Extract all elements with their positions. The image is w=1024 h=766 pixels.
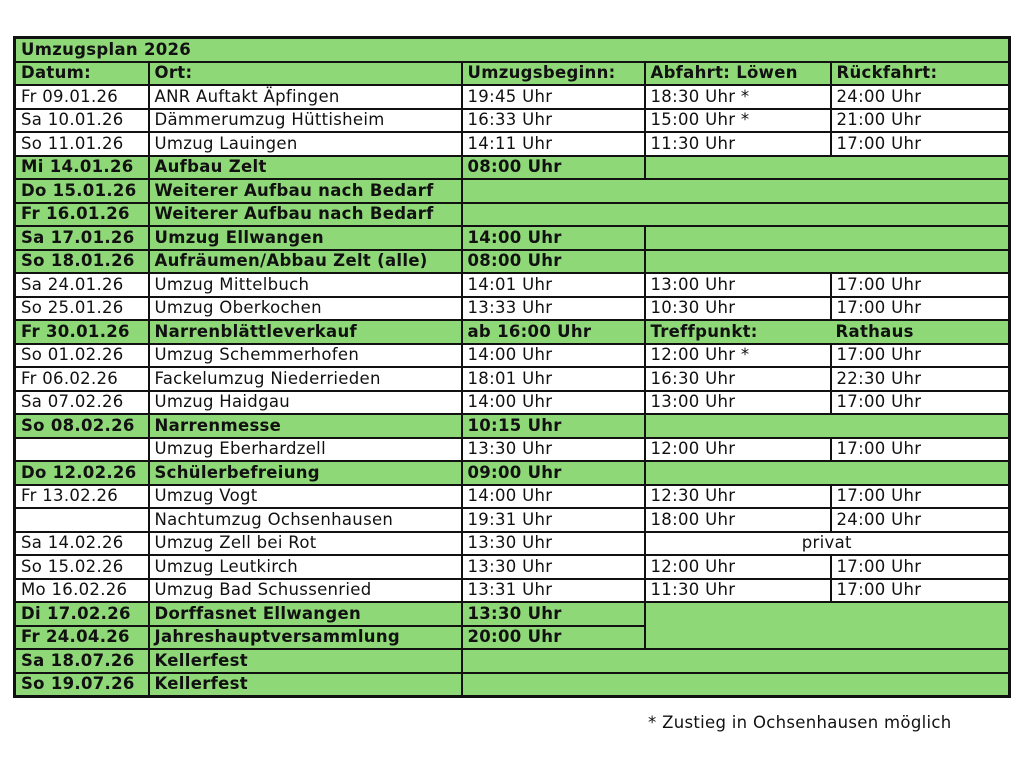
cell-abfahrt: 15:00 Uhr *: [645, 109, 831, 133]
cell-abfahrt: 10:30 Uhr: [645, 297, 831, 321]
table-row: [15, 109, 1010, 133]
cell-abfahrt: privat: [645, 532, 1010, 556]
cell-abfahrt: 18:30 Uhr *: [645, 85, 831, 109]
cell-datum: Mi 14.01.26: [15, 156, 149, 180]
cell-ort: Umzug Haidgau: [149, 391, 462, 415]
cell-ort: Weiterer Aufbau nach Bedarf: [149, 179, 462, 203]
cell-ort: Aufräumen/Abbau Zelt (alle): [149, 250, 462, 274]
cell-ort: Umzug Ellwangen: [149, 226, 462, 250]
cell-datum: So 08.02.26: [15, 414, 149, 438]
cell-abfahrt: 13:00 Uhr: [645, 273, 831, 297]
cell-ort: Umzug Oberkochen: [149, 297, 462, 321]
table-row: [15, 649, 1010, 673]
cell-rueckfahrt: 22:30 Uhr: [831, 367, 1010, 391]
cell-umzugsbeginn: 14:00 Uhr: [462, 391, 645, 415]
cell-umzugsbeginn: ab 16:00 Uhr: [462, 320, 645, 344]
cell-rueckfahrt: 17:00 Uhr: [831, 555, 1010, 579]
cell-rueckfahrt: 17:00 Uhr: [831, 344, 1010, 368]
table-row: [15, 438, 1010, 462]
cell-ort: Umzug Mittelbuch: [149, 273, 462, 297]
cell-ort: Umzug Schemmerhofen: [149, 344, 462, 368]
schedule-sheet: [13, 36, 1008, 698]
cell-umzugsbeginn: 14:00 Uhr: [462, 485, 645, 509]
cell-umzugsbeginn: 13:31 Uhr: [462, 579, 645, 603]
table-row: [15, 156, 1010, 180]
table-row: [15, 297, 1010, 321]
table-row: [15, 179, 1010, 203]
empty-cell: [462, 203, 1010, 227]
cell-ort: Umzug Zell bei Rot: [149, 532, 462, 556]
cell-datum: [15, 508, 149, 532]
cell-rueckfahrt: 17:00 Uhr: [831, 391, 1010, 415]
schedule-table: [13, 36, 1011, 698]
cell-umzugsbeginn: 13:30 Uhr: [462, 555, 645, 579]
table-row: [15, 391, 1010, 415]
cell-ort: Umzug Leutkirch: [149, 555, 462, 579]
empty-cell: [645, 226, 1010, 250]
empty-cell: [462, 673, 1010, 697]
empty-cell: [645, 602, 1010, 649]
header-rueckfahrt: Rückfahrt:: [831, 62, 1010, 86]
cell-rueckfahrt: 21:00 Uhr: [831, 109, 1010, 133]
cell-abfahrt: 16:30 Uhr: [645, 367, 831, 391]
cell-umzugsbeginn: 14:00 Uhr: [462, 226, 645, 250]
cell-rueckfahrt: 17:00 Uhr: [831, 297, 1010, 321]
cell-datum: Fr 24.04.26: [15, 626, 149, 650]
cell-umzugsbeginn: 18:01 Uhr: [462, 367, 645, 391]
cell-umzugsbeginn: 13:30 Uhr: [462, 438, 645, 462]
cell-datum: Fr 13.02.26: [15, 485, 149, 509]
cell-rueckfahrt: 24:00 Uhr: [831, 85, 1010, 109]
cell-datum: Fr 09.01.26: [15, 85, 149, 109]
cell-ort: Dorffasnet Ellwangen: [149, 602, 462, 626]
cell-umzugsbeginn: 10:15 Uhr: [462, 414, 645, 438]
cell-abfahrt: Treffpunkt:: [645, 320, 831, 344]
header-umzugsbeginn: Umzugsbeginn:: [462, 62, 645, 86]
empty-cell: [645, 461, 1010, 485]
cell-abfahrt: 12:00 Uhr *: [645, 344, 831, 368]
title-row: [15, 38, 1010, 62]
cell-datum: Sa 24.01.26: [15, 273, 149, 297]
empty-cell: [462, 179, 1010, 203]
cell-rueckfahrt: 24:00 Uhr: [831, 508, 1010, 532]
cell-datum: Sa 18.07.26: [15, 649, 149, 673]
table-row: [15, 203, 1010, 227]
table-row: [15, 414, 1010, 438]
cell-ort: Fackelumzug Niederrieden: [149, 367, 462, 391]
table-row: [15, 273, 1010, 297]
table-row: [15, 344, 1010, 368]
cell-abfahrt: 12:00 Uhr: [645, 438, 831, 462]
header-abfahrt: Abfahrt: Löwen: [645, 62, 831, 86]
cell-datum: Fr 30.01.26: [15, 320, 149, 344]
table-row: [15, 532, 1010, 556]
empty-cell: [645, 414, 1010, 438]
cell-umzugsbeginn: 13:30 Uhr: [462, 602, 645, 626]
cell-datum: Mo 16.02.26: [15, 579, 149, 603]
table-row: [15, 320, 1010, 344]
table-row: [15, 579, 1010, 603]
table-row: [15, 508, 1010, 532]
cell-umzugsbeginn: 09:00 Uhr: [462, 461, 645, 485]
cell-rueckfahrt: 17:00 Uhr: [831, 485, 1010, 509]
cell-datum: So 01.02.26: [15, 344, 149, 368]
table-row: [15, 485, 1010, 509]
cell-umzugsbeginn: 14:01 Uhr: [462, 273, 645, 297]
table-row: [15, 555, 1010, 579]
table-row: [15, 132, 1010, 156]
table-row: [15, 673, 1010, 697]
cell-ort: Nachtumzug Ochsenhausen: [149, 508, 462, 532]
cell-umzugsbeginn: 08:00 Uhr: [462, 156, 645, 180]
cell-rueckfahrt: 17:00 Uhr: [831, 438, 1010, 462]
cell-ort: Kellerfest: [149, 649, 462, 673]
cell-ort: ANR Auftakt Äpfingen: [149, 85, 462, 109]
cell-datum: So 19.07.26: [15, 673, 149, 697]
cell-ort: Narrenmesse: [149, 414, 462, 438]
cell-datum: [15, 438, 149, 462]
cell-ort: Narrenblättleverkauf: [149, 320, 462, 344]
cell-ort: Weiterer Aufbau nach Bedarf: [149, 203, 462, 227]
cell-datum: Di 17.02.26: [15, 602, 149, 626]
empty-cell: [645, 250, 1010, 274]
table-title: Umzugsplan 2026: [15, 38, 1010, 62]
cell-umzugsbeginn: 14:00 Uhr: [462, 344, 645, 368]
cell-ort: Umzug Vogt: [149, 485, 462, 509]
cell-ort: Umzug Lauingen: [149, 132, 462, 156]
cell-abfahrt: 11:30 Uhr: [645, 579, 831, 603]
cell-umzugsbeginn: 14:11 Uhr: [462, 132, 645, 156]
empty-cell: [645, 156, 1010, 180]
header-ort: Ort:: [149, 62, 462, 86]
cell-ort: Dämmerumzug Hüttisheim: [149, 109, 462, 133]
cell-datum: Fr 06.02.26: [15, 367, 149, 391]
table-row: [15, 226, 1010, 250]
cell-datum: Sa 17.01.26: [15, 226, 149, 250]
cell-ort: Aufbau Zelt: [149, 156, 462, 180]
cell-abfahrt: 13:00 Uhr: [645, 391, 831, 415]
cell-abfahrt: 11:30 Uhr: [645, 132, 831, 156]
cell-datum: So 18.01.26: [15, 250, 149, 274]
cell-datum: Do 15.01.26: [15, 179, 149, 203]
cell-abfahrt: 12:30 Uhr: [645, 485, 831, 509]
cell-datum: Fr 16.01.26: [15, 203, 149, 227]
table-row: [15, 85, 1010, 109]
cell-ort: Jahreshauptversammlung: [149, 626, 462, 650]
footnote: * Zustieg in Ochsenhausen möglich: [648, 713, 952, 732]
cell-datum: Sa 14.02.26: [15, 532, 149, 556]
cell-umzugsbeginn: 16:33 Uhr: [462, 109, 645, 133]
cell-umzugsbeginn: 19:45 Uhr: [462, 85, 645, 109]
schedule-body: [15, 38, 1010, 697]
cell-umzugsbeginn: 19:31 Uhr: [462, 508, 645, 532]
header-datum: Datum:: [15, 62, 149, 86]
cell-datum: Sa 07.02.26: [15, 391, 149, 415]
cell-ort: Umzug Eberhardzell: [149, 438, 462, 462]
cell-datum: Do 12.02.26: [15, 461, 149, 485]
cell-datum: So 25.01.26: [15, 297, 149, 321]
header-row: [15, 62, 1010, 86]
table-row: [15, 461, 1010, 485]
cell-abfahrt: 18:00 Uhr: [645, 508, 831, 532]
cell-ort: Schülerbefreiung: [149, 461, 462, 485]
empty-cell: [462, 649, 1010, 673]
cell-rueckfahrt: 17:00 Uhr: [831, 132, 1010, 156]
cell-umzugsbeginn: 20:00 Uhr: [462, 626, 645, 650]
cell-umzugsbeginn: 13:30 Uhr: [462, 532, 645, 556]
cell-rueckfahrt: 17:00 Uhr: [831, 579, 1010, 603]
table-row: [15, 250, 1010, 274]
cell-datum: Sa 10.01.26: [15, 109, 149, 133]
cell-abfahrt: 12:00 Uhr: [645, 555, 831, 579]
cell-ort: Kellerfest: [149, 673, 462, 697]
table-row: [15, 602, 1010, 626]
cell-ort: Umzug Bad Schussenried: [149, 579, 462, 603]
cell-umzugsbeginn: 08:00 Uhr: [462, 250, 645, 274]
cell-datum: So 15.02.26: [15, 555, 149, 579]
cell-rueckfahrt: 17:00 Uhr: [831, 273, 1010, 297]
cell-datum: So 11.01.26: [15, 132, 149, 156]
cell-umzugsbeginn: 13:33 Uhr: [462, 297, 645, 321]
table-row: [15, 367, 1010, 391]
cell-rueckfahrt: Rathaus: [831, 320, 1010, 344]
